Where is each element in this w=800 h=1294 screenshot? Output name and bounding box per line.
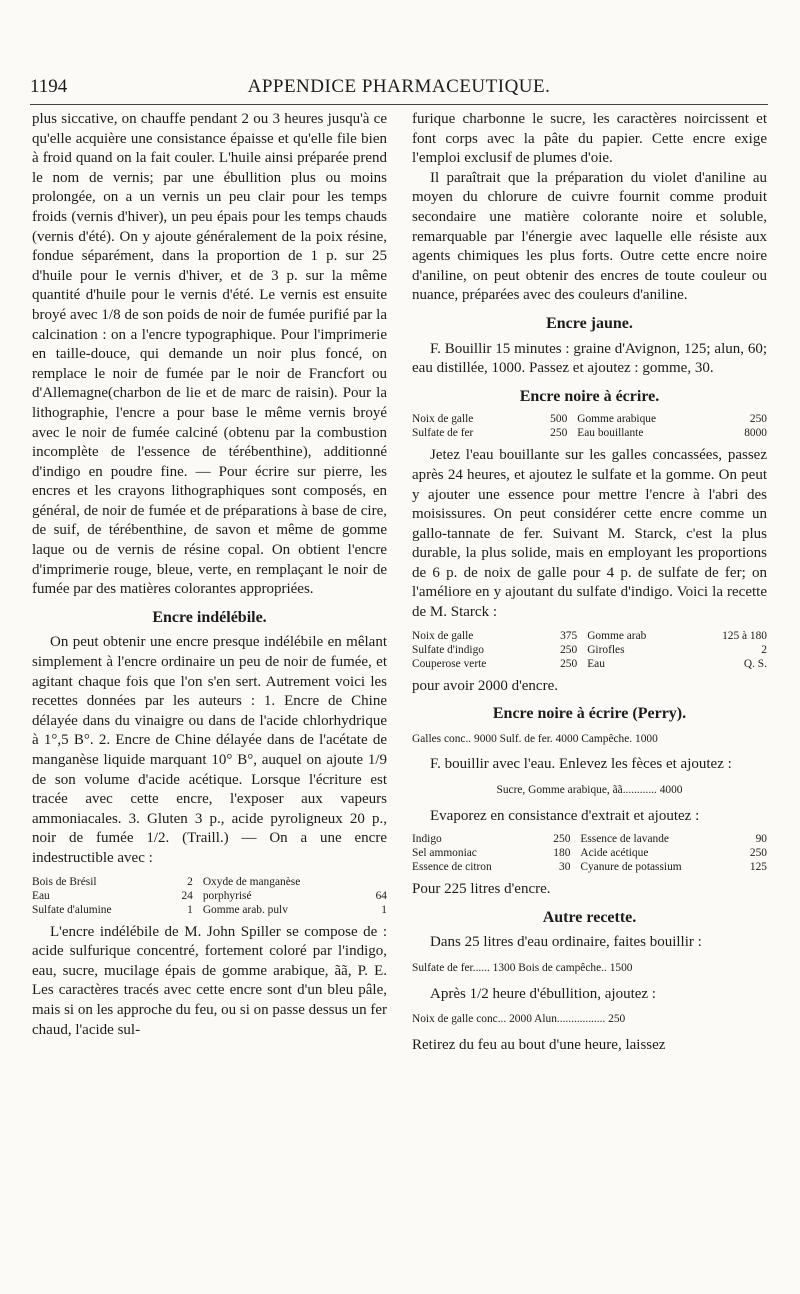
ingredient: Sulfate de fer	[412, 427, 474, 440]
quantity: 1	[187, 903, 193, 916]
ingredient: Couperose verte	[412, 657, 487, 670]
ingredient: porphyrisé	[202, 889, 252, 902]
ingredient: Eau	[32, 889, 50, 902]
header-rule	[30, 104, 768, 105]
paragraph-vernis: plus siccative, on chauffe pendant 2 ou 3 heures jusqu'à ce qu'elle acquière une consistance épaisse et qu'elle file bien à froid quand on la fait couler. L'huile ainsi préparée prend le nom de vernis; par une ébullition plus ou moins prolongée, on a un vernis un peu clair pour les temps froids (vernis d'hiver), un peu épais pour les temps chauds (vernis d'été). On y ajoute généralement de la poix résine, fondue séparément, dans la proportion de 1 p. sur 25 d'huile pour le vernis d'hiver, et de 3 p. sur la même quantité d'huile pour le vernis d'été. Le vernis est ensuite broyé avec 1/8 de son poids de noir de fumée purifié par la calcination : on a l'encre typographique. Pour l'imprimerie en taille-douce, qui demande un noir plus foncé, on remplace le noir de fumée par le noir de Francfort ou d'Allemagne(charbon de lie et de marc de raisin). Pour la lithographie, l'encre a pour base le même vernis broyé avec le noir de fumée calciné (obtenu par la combustion incomplète de l'essence de térébenthine), additionné d'indigo en poudre fine. — Pour écrire sur pierre, les encres et les crayons lithographiques sont composés, en général, de noir de fumée et de préparations à base de cire, de suif, de térébenthine, de savon et même de gomme laque ou de vernis de résine copal. On obtient l'encre d'imprimerie rouge, bleue, verte, en remplaçant le noir de fumée par des matières colorantes appropriées.	[32, 111, 387, 598]
quantity: 375	[560, 629, 578, 642]
table-row	[412, 860, 767, 874]
paragraph-continuation: furique charbonne le sucre, les caractères noircissent et font corps avec la pâte du papier. Cette encre exige l'emploi exclusif de plumes d'oie.	[412, 111, 767, 167]
ingredient: Sel ammoniac	[412, 847, 477, 860]
paragraph-apres: Après 1/2 heure d'ébullition, ajoutez :	[430, 985, 656, 1002]
quantity: 250	[560, 643, 578, 656]
recipe-table-indestructible	[32, 875, 387, 917]
ingredient: Gomme arab. pulv	[202, 903, 288, 916]
paragraph-evaporez: Evaporez en consistance d'extrait et ajoutez :	[430, 807, 700, 824]
recipe-line-sulfate: Sulfate de fer...... 1300 Bois de campêche.. 1500	[412, 962, 633, 974]
recipe-line-noix: Noix de galle conc... 2000 Alun................. 250	[412, 1013, 626, 1026]
quantity: 125 à 180	[722, 629, 767, 642]
right-column	[412, 110, 767, 1055]
paragraph-aniline: Il paraîtrait que la préparation du violet d'aniline au moyen du chlorure de cuivre fournit comme produit secondaire une matière colorante noire et soluble, remarquable par l'énergie avec laquelle elle résiste aux agents chimiques les plus forts. Outre cette encre noire d'aniline, on peut obtenir des encres de toute couleur ou nuance, préparées avec des couleurs d'aniline.	[412, 169, 767, 304]
table-row	[412, 643, 767, 657]
quantity: 30	[559, 861, 571, 874]
table-row	[32, 889, 387, 903]
paragraph-jaune: F. Bouillir 15 minutes : graine d'Avignon, 125; alun, 60; eau distillée, 1000. Passez et ajoutez : gomme, 30.	[412, 340, 767, 377]
quantity: 180	[553, 847, 571, 860]
paragraph-spiller: L'encre indélébile de M. John Spiller se compose de : acide sulfurique concentré, fortement coloré par l'indigo, eau, sucre, mucilage épais de gomme arabique, ãã, P. E. Les caractères tracés avec cette encre sont d'un bleu pâle, mais si on les approche du feu, ou si on passe dessus un fer chaud, l'acide sul-	[32, 923, 387, 1038]
quantity	[368, 875, 387, 889]
ingredient: Gomme arab	[587, 629, 647, 642]
table-row	[412, 412, 767, 426]
quantity: 2	[187, 875, 193, 888]
recipe-table-starck	[412, 629, 767, 671]
heading-perry: Encre noire à écrire (Perry).	[492, 705, 687, 723]
quantity: 2	[761, 643, 767, 656]
table-row	[412, 846, 767, 860]
table-row	[412, 629, 767, 643]
ingredient: Gomme arabique	[577, 413, 657, 426]
heading-encre-indelebile: Encre indélébile.	[152, 608, 267, 626]
ingredient: Cyanure de potassium	[580, 861, 682, 874]
recipe-table-encre-noire	[412, 412, 767, 440]
recipe-line-sucre: Sucre, Gomme arabique, ãã............ 4000	[496, 784, 683, 797]
ingredient: Essence de lavande	[580, 833, 669, 846]
quantity: 250	[553, 833, 571, 846]
quantity: 1	[381, 903, 387, 916]
table-row	[412, 657, 767, 671]
ingredient: Essence de citron	[412, 861, 492, 874]
ingredient: Indigo	[412, 833, 442, 846]
ingredient: Sulfate d'alumine	[32, 903, 112, 916]
ingredient: Eau	[587, 657, 605, 670]
page-number: 1194	[30, 76, 68, 97]
quantity: Q. S.	[743, 657, 767, 670]
left-column	[32, 110, 387, 1040]
paragraph-indelebile: On peut obtenir une encre presque indélébile en mêlant simplement à l'encre ordinaire un peu de noir de fumée, et agitant chaque fois que l'on s'en sert. Autrement voici les recettes données par les auteurs : 1. Encre de Chine délayée dans du vinaigre ou dans de l'acide chlorhydrique à 1°,5 B°. 2. Encre de Chine délayée dans de l'acétate de manganèse liquide marquant 10° B°, auquel on ajoute 1/9 de son volume d'acide acétique. Lorsque l'écriture est tracée avec cette encre, l'exposer aux vapeurs ammoniacales. 3. Gluten 3 p., acide pyroligneux 20 p., noir de fumée 1/2. (Traill.) — On a une encre indestructible avec :	[32, 634, 387, 866]
paragraph-2000: pour avoir 2000 d'encre.	[412, 677, 558, 694]
table-row	[32, 903, 387, 917]
paragraph-225-litres: Pour 225 litres d'encre.	[412, 881, 551, 898]
heading-autre-recette: Autre recette.	[542, 908, 637, 926]
quantity: 250	[749, 847, 767, 860]
quantity: 8000	[744, 427, 767, 440]
ingredient: Noix de galle	[412, 413, 474, 426]
table-row	[32, 875, 387, 889]
quantity: 64	[375, 889, 387, 902]
paragraph-galles: Jetez l'eau bouillante sur les galles concassées, passez après 24 heures, et ajoutez le sulfate et la gomme. On peut y ajouter une essence pour mettre l'encre à l'abri des moisissures. On peut considérer cette encre comme un gallo-tannate de fer. Suivant M. Starck, c'est la plus durable, la plus solide, mais en employant les proportions de 6 p. de noix de galle pour 4 p. de sulfate de fer; on l'améliore en y ajoutant du sulfate d'indigo. Voici la recette de M. Starck :	[412, 447, 767, 621]
quantity: 250	[749, 413, 767, 426]
recipe-line-perry: Galles conc.. 9000 Sulf. de fer. 4000 Campêche. 1000	[412, 732, 658, 745]
page-header	[30, 76, 768, 104]
quantity: 24	[181, 889, 193, 902]
ingredient: Girofles	[587, 643, 625, 656]
paragraph-dans-25-litres: Dans 25 litres d'eau ordinaire, faites bouillir :	[430, 934, 702, 951]
ingredient: Bois de Brésil	[32, 875, 97, 888]
quantity: 500	[550, 413, 568, 426]
table-row	[412, 832, 767, 846]
quantity: 250	[550, 427, 568, 440]
running-title: APPENDICE PHARMACEUTIQUE.	[247, 76, 551, 97]
heading-encre-noire: Encre noire à écrire.	[519, 387, 660, 405]
ingredient: Sulfate d'indigo	[412, 643, 484, 656]
paragraph-bouillir: F. bouillir avec l'eau. Enlevez les fèces et ajoutez :	[430, 756, 732, 773]
paragraph-retirez: Retirez du feu au bout d'une heure, laissez	[412, 1036, 666, 1053]
ingredient: Acide acétique	[580, 847, 649, 860]
quantity: 90	[755, 833, 767, 846]
heading-encre-jaune: Encre jaune.	[546, 314, 633, 332]
ingredient: Noix de galle	[412, 629, 474, 642]
quantity: 250	[560, 657, 578, 670]
ingredient: Eau bouillante	[577, 427, 644, 440]
ingredient: Oxyde de manganèse	[202, 875, 301, 888]
table-row	[412, 426, 767, 440]
recipe-table-perry	[412, 832, 767, 874]
quantity: 125	[749, 861, 767, 874]
